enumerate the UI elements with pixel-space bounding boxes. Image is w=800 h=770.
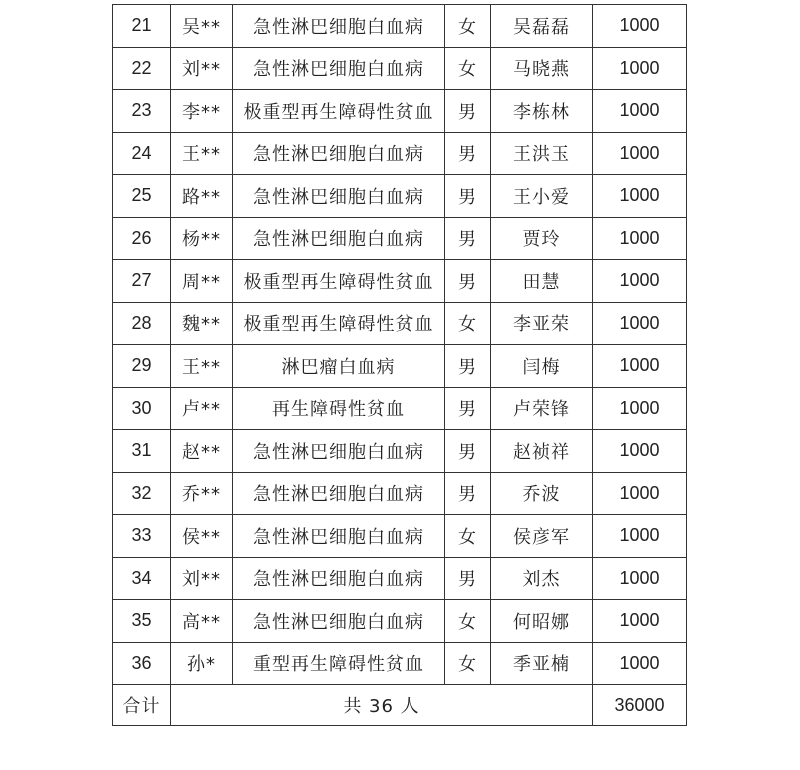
diagnosis-cell: 极重型再生障碍性贫血 xyxy=(233,302,445,345)
row-number-cell: 32 xyxy=(113,472,171,515)
donor-name-cell: 赵祯祥 xyxy=(491,430,593,473)
table-row xyxy=(113,90,687,133)
row-number-cell: 23 xyxy=(113,90,171,133)
gender-cell: 女 xyxy=(445,5,491,48)
donor-name-cell: 何昭娜 xyxy=(491,600,593,643)
table-row xyxy=(113,175,687,218)
table-row xyxy=(113,260,687,303)
table-row xyxy=(113,515,687,558)
table-row xyxy=(113,47,687,90)
table-row xyxy=(113,557,687,600)
donation-amount-cell: 1000 xyxy=(593,132,687,175)
table-row xyxy=(113,217,687,260)
row-number-cell: 26 xyxy=(113,217,171,260)
total-count: 共 36 人 xyxy=(171,685,593,726)
donor-name-cell: 王洪玉 xyxy=(491,132,593,175)
patient-name-cell: 吴** xyxy=(171,5,233,48)
table-row xyxy=(113,472,687,515)
row-number-cell: 35 xyxy=(113,600,171,643)
gender-cell: 男 xyxy=(445,260,491,303)
donation-amount-cell: 1000 xyxy=(593,5,687,48)
total-label: 合计 xyxy=(113,685,171,726)
gender-cell: 女 xyxy=(445,515,491,558)
gender-cell: 男 xyxy=(445,90,491,133)
row-number-cell: 33 xyxy=(113,515,171,558)
diagnosis-cell: 急性淋巴细胞白血病 xyxy=(233,132,445,175)
row-number-cell: 34 xyxy=(113,557,171,600)
patient-name-cell: 赵** xyxy=(171,430,233,473)
patient-name-cell: 刘** xyxy=(171,47,233,90)
row-number-cell: 22 xyxy=(113,47,171,90)
diagnosis-cell: 急性淋巴细胞白血病 xyxy=(233,47,445,90)
donor-name-cell: 刘杰 xyxy=(491,557,593,600)
gender-cell: 男 xyxy=(445,217,491,260)
donation-amount-cell: 1000 xyxy=(593,387,687,430)
table-body xyxy=(113,5,687,726)
table-row xyxy=(113,5,687,48)
donor-name-cell: 李栋林 xyxy=(491,90,593,133)
row-number-cell: 30 xyxy=(113,387,171,430)
diagnosis-cell: 急性淋巴细胞白血病 xyxy=(233,175,445,218)
row-number-cell: 21 xyxy=(113,5,171,48)
total-amount: 36000 xyxy=(593,685,687,726)
donation-amount-cell: 1000 xyxy=(593,472,687,515)
donation-amount-cell: 1000 xyxy=(593,515,687,558)
donor-name-cell: 闫梅 xyxy=(491,345,593,388)
table-row xyxy=(113,132,687,175)
diagnosis-cell: 急性淋巴细胞白血病 xyxy=(233,600,445,643)
donation-amount-cell: 1000 xyxy=(593,217,687,260)
diagnosis-cell: 淋巴瘤白血病 xyxy=(233,345,445,388)
donation-amount-cell: 1000 xyxy=(593,345,687,388)
donor-name-cell: 乔波 xyxy=(491,472,593,515)
donation-amount-cell: 1000 xyxy=(593,175,687,218)
patient-name-cell: 高** xyxy=(171,600,233,643)
gender-cell: 男 xyxy=(445,430,491,473)
donor-name-cell: 吴磊磊 xyxy=(491,5,593,48)
donor-name-cell: 季亚楠 xyxy=(491,642,593,685)
patient-name-cell: 路** xyxy=(171,175,233,218)
donor-name-cell: 贾玲 xyxy=(491,217,593,260)
row-number-cell: 29 xyxy=(113,345,171,388)
table-row xyxy=(113,345,687,388)
donor-name-cell: 马晓燕 xyxy=(491,47,593,90)
donation-amount-cell: 1000 xyxy=(593,430,687,473)
donor-name-cell: 李亚荣 xyxy=(491,302,593,345)
donor-name-cell: 田慧 xyxy=(491,260,593,303)
patient-name-cell: 周** xyxy=(171,260,233,303)
diagnosis-cell: 急性淋巴细胞白血病 xyxy=(233,515,445,558)
row-number-cell: 24 xyxy=(113,132,171,175)
document-page xyxy=(112,4,686,726)
donation-amount-cell: 1000 xyxy=(593,600,687,643)
gender-cell: 男 xyxy=(445,175,491,218)
patient-name-cell: 侯** xyxy=(171,515,233,558)
diagnosis-cell: 急性淋巴细胞白血病 xyxy=(233,430,445,473)
donation-amount-cell: 1000 xyxy=(593,90,687,133)
patient-name-cell: 卢** xyxy=(171,387,233,430)
donor-name-cell: 卢荣锋 xyxy=(491,387,593,430)
diagnosis-cell: 急性淋巴细胞白血病 xyxy=(233,557,445,600)
patient-name-cell: 李** xyxy=(171,90,233,133)
patient-name-cell: 魏** xyxy=(171,302,233,345)
donation-amount-cell: 1000 xyxy=(593,260,687,303)
donor-name-cell: 侯彦军 xyxy=(491,515,593,558)
gender-cell: 女 xyxy=(445,47,491,90)
diagnosis-cell: 重型再生障碍性贫血 xyxy=(233,642,445,685)
diagnosis-cell: 急性淋巴细胞白血病 xyxy=(233,472,445,515)
table-row xyxy=(113,430,687,473)
patient-name-cell: 刘** xyxy=(171,557,233,600)
donation-amount-cell: 1000 xyxy=(593,642,687,685)
total-row xyxy=(113,685,687,726)
diagnosis-cell: 再生障碍性贫血 xyxy=(233,387,445,430)
donation-amount-cell: 1000 xyxy=(593,47,687,90)
row-number-cell: 28 xyxy=(113,302,171,345)
recipient-table xyxy=(112,4,687,726)
patient-name-cell: 乔** xyxy=(171,472,233,515)
table-row xyxy=(113,387,687,430)
row-number-cell: 25 xyxy=(113,175,171,218)
patient-name-cell: 杨** xyxy=(171,217,233,260)
donor-name-cell: 王小爱 xyxy=(491,175,593,218)
patient-name-cell: 王** xyxy=(171,132,233,175)
row-number-cell: 31 xyxy=(113,430,171,473)
gender-cell: 男 xyxy=(445,345,491,388)
diagnosis-cell: 极重型再生障碍性贫血 xyxy=(233,90,445,133)
diagnosis-cell: 极重型再生障碍性贫血 xyxy=(233,260,445,303)
gender-cell: 女 xyxy=(445,642,491,685)
diagnosis-cell: 急性淋巴细胞白血病 xyxy=(233,217,445,260)
table-row xyxy=(113,642,687,685)
diagnosis-cell: 急性淋巴细胞白血病 xyxy=(233,5,445,48)
row-number-cell: 36 xyxy=(113,642,171,685)
patient-name-cell: 王** xyxy=(171,345,233,388)
row-number-cell: 27 xyxy=(113,260,171,303)
donation-amount-cell: 1000 xyxy=(593,302,687,345)
table-row xyxy=(113,302,687,345)
gender-cell: 男 xyxy=(445,132,491,175)
gender-cell: 男 xyxy=(445,472,491,515)
gender-cell: 女 xyxy=(445,302,491,345)
gender-cell: 女 xyxy=(445,600,491,643)
gender-cell: 男 xyxy=(445,557,491,600)
patient-name-cell: 孙* xyxy=(171,642,233,685)
gender-cell: 男 xyxy=(445,387,491,430)
donation-amount-cell: 1000 xyxy=(593,557,687,600)
table-row xyxy=(113,600,687,643)
